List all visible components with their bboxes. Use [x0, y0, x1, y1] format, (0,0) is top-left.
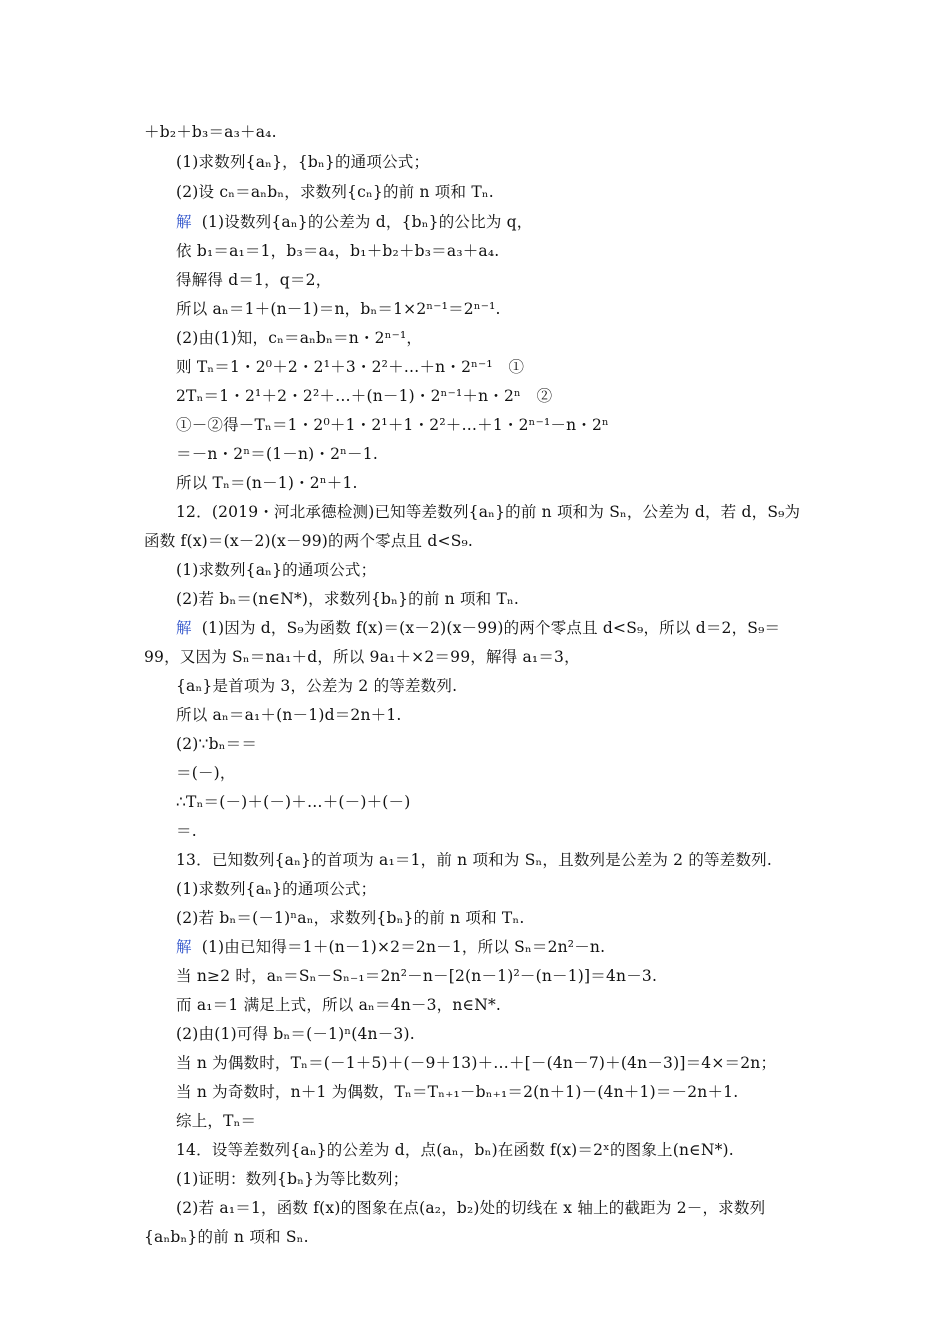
- line-text: (1)由已知得＝1＋(n－1)×2＝2n－1，所以 Sₙ＝2n²－n.: [201, 938, 606, 956]
- text-line: [144, 1227, 309, 1247]
- line-text: (2)由(1)可得 bₙ＝(－1)ⁿ(4n－3).: [176, 1025, 415, 1043]
- line-text: 2Tₙ＝1・2¹＋2・2²＋…＋(n－1)・2ⁿ⁻¹＋n・2ⁿ ②: [176, 387, 553, 405]
- text-line: [176, 386, 552, 406]
- text-line: [176, 152, 429, 172]
- line-text: 12．(2019・河北承德检测)已知等差数列{aₙ}的前 n 项和为 Sₙ，公差为 d，若 d，S₉为: [176, 503, 801, 521]
- line-text: 函数 f(x)＝(x－2)(x－99)的两个零点且 d<S₉.: [144, 532, 474, 550]
- line-text: (1)求数列{aₙ}的通项公式；: [176, 880, 377, 898]
- text-line: [176, 560, 376, 580]
- text-line: [176, 1082, 738, 1102]
- line-text: ＝.: [176, 822, 197, 840]
- text-line: [176, 937, 605, 957]
- text-line: [176, 966, 657, 986]
- line-text: ＝(－)，: [176, 764, 236, 782]
- line-text: ∴Tₙ＝(－)＋(－)＋…＋(－)＋(－): [176, 793, 411, 811]
- line-text: (1)证明：数列{bₙ}为等比数列；: [176, 1170, 409, 1188]
- line-text: 当 n 为奇数时，n＋1 为偶数，Tₙ＝Tₙ₊₁－bₙ₊₁＝2(n＋1)－(4n＋1)＝－2n＋1.: [176, 1083, 739, 1101]
- text-line: [176, 182, 494, 202]
- text-line: [176, 879, 376, 899]
- line-text: (2)由(1)知，cₙ＝aₙbₙ＝n・2ⁿ⁻¹，: [176, 329, 423, 347]
- text-line: [176, 792, 410, 812]
- text-line: [176, 1140, 734, 1160]
- line-text: 依 b₁＝a₁＝1，b₃＝a₄，b₁＋b₂＋b₃＝a₃＋a₄.: [176, 242, 500, 260]
- line-text: 当 n 为偶数时，Tₙ＝(－1＋5)＋(－9＋13)＋…＋[－(4n－7)＋(4n－3)]＝4×＝2n；: [176, 1054, 777, 1072]
- text-line: [176, 705, 402, 725]
- text-line: [176, 995, 501, 1015]
- text-line: [176, 618, 780, 638]
- line-text: (1)求数列{aₙ}的通项公式；: [176, 561, 377, 579]
- line-text: ＝－n・2ⁿ＝(1－n)・2ⁿ－1.: [176, 445, 378, 463]
- line-text: ①－②得－Tₙ＝1・2⁰＋1・2¹＋1・2²＋…＋1・2ⁿ⁻¹－n・2ⁿ: [176, 416, 609, 434]
- text-line: [176, 241, 499, 261]
- line-text: (2)若 bₙ＝(n∈N*)，求数列{bₙ}的前 n 项和 Tₙ.: [176, 590, 520, 608]
- line-text: (1)求数列{aₙ}，{bₙ}的通项公式；: [176, 153, 430, 171]
- solution-label: 解: [176, 213, 192, 231]
- text-line: [176, 1198, 765, 1218]
- line-text: (2)若 a₁＝1，函数 f(x)的图象在点(a₂，b₂)处的切线在 x 轴上的截距为 2－，求数列: [176, 1199, 766, 1217]
- text-line: [176, 1111, 256, 1131]
- text-line: [176, 357, 524, 377]
- line-text: 所以 aₙ＝1＋(n－1)＝n，bₙ＝1×2ⁿ⁻¹＝2ⁿ⁻¹.: [176, 300, 501, 318]
- line-text: 14．设等差数列{aₙ}的公差为 d，点(aₙ，bₙ)在函数 f(x)＝2ˣ的图象上(n∈N*).: [176, 1141, 734, 1159]
- line-text: (2)∵bₙ＝＝: [176, 735, 258, 753]
- line-text: ＋b₂＋b₃＝a₃＋a₄.: [144, 123, 277, 141]
- text-line: [176, 473, 358, 493]
- text-line: [176, 821, 197, 841]
- line-text: (2)若 bₙ＝(－1)ⁿaₙ，求数列{bₙ}的前 n 项和 Tₙ.: [176, 909, 525, 927]
- line-text: 则 Tₙ＝1・2⁰＋2・2¹＋3・2²＋…＋n・2ⁿ⁻¹ ①: [176, 358, 525, 376]
- text-line: [176, 415, 609, 435]
- line-text: 所以 Tₙ＝(n－1)・2ⁿ＋1.: [176, 474, 358, 492]
- line-text: (1)设数列{aₙ}的公差为 d，{bₙ}的公比为 q，: [201, 213, 533, 231]
- text-line: [144, 122, 277, 142]
- text-line: [176, 1053, 776, 1073]
- text-line: [176, 763, 236, 783]
- text-line: [176, 270, 331, 290]
- line-text: 综上，Tₙ＝: [176, 1112, 257, 1130]
- text-line: [144, 531, 473, 551]
- solution-label: 解: [176, 938, 192, 956]
- text-line: [176, 444, 378, 464]
- text-line: [176, 212, 532, 232]
- line-text: 99，又因为 Sₙ＝na₁＋d，所以 9a₁＋×2＝99，解得 a₁＝3，: [144, 648, 580, 666]
- line-text: 当 n≥2 时，aₙ＝Sₙ－Sₙ₋₁＝2n²－n－[2(n－1)²－(n－1)]＝4n－3.: [176, 967, 658, 985]
- text-line: [176, 328, 422, 348]
- line-text: (1)因为 d，S₉为函数 f(x)＝(x－2)(x－99)的两个零点且 d<S₉，所以 d＝2，S₉＝: [201, 619, 781, 637]
- text-line: [176, 502, 800, 522]
- text-line: [176, 589, 519, 609]
- line-text: 所以 aₙ＝a₁＋(n－1)d＝2n＋1.: [176, 706, 402, 724]
- text-line: [176, 908, 525, 928]
- line-text: {aₙbₙ}的前 n 项和 Sₙ.: [144, 1228, 309, 1246]
- line-text: 而 a₁＝1 满足上式，所以 aₙ＝4n－3，n∈N*.: [176, 996, 502, 1014]
- text-line: [176, 1169, 408, 1189]
- text-line: [176, 734, 257, 754]
- solution-label: 解: [176, 619, 192, 637]
- text-line: [176, 850, 772, 870]
- line-text: (2)设 cₙ＝aₙbₙ，求数列{cₙ}的前 n 项和 Tₙ.: [176, 183, 494, 201]
- text-line: [144, 647, 580, 667]
- text-line: [176, 1024, 415, 1044]
- line-text: 13．已知数列{aₙ}的首项为 a₁＝1，前 n 项和为 Sₙ，且数列是公差为 2 的等差数列.: [176, 851, 772, 869]
- line-text: 得解得 d＝1，q＝2，: [176, 271, 332, 289]
- line-text: {aₙ}是首项为 3，公差为 2 的等差数列.: [176, 677, 458, 695]
- text-line: [176, 299, 501, 319]
- text-line: [176, 676, 457, 696]
